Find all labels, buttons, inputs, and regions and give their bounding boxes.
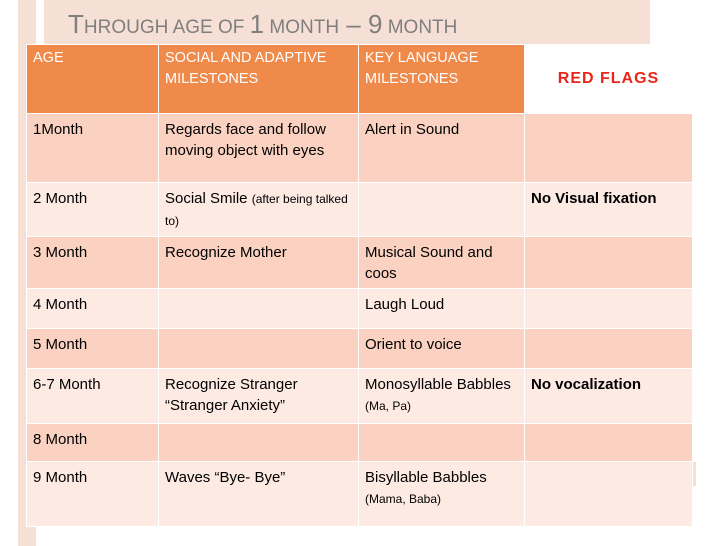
cell-social: Waves “Bye- Bye”: [159, 462, 359, 527]
cell-social: [159, 329, 359, 369]
cell-age: 2 Month: [27, 183, 159, 237]
cell-age: 6-7 Month: [27, 369, 159, 424]
cell-red-flag: [525, 329, 693, 369]
cell-social: [159, 424, 359, 462]
cell-language: Laugh Loud: [359, 289, 525, 329]
cell-language: Monosyllable Babbles (Ma, Pa): [359, 369, 525, 424]
cell-age: 5 Month: [27, 329, 159, 369]
table-row: [27, 329, 693, 369]
cell-red-flag: [525, 462, 693, 527]
header-age: AGE: [27, 45, 159, 114]
cell-language: Alert in Sound: [359, 114, 525, 183]
cell-language: Musical Sound and coos: [359, 237, 525, 289]
table-row: [27, 369, 693, 424]
cell-red-flag: [525, 424, 693, 462]
cell-age: 4 Month: [27, 289, 159, 329]
cell-age: 8 Month: [27, 424, 159, 462]
slide-title: THROUGH AGE OF 1 MONTH – 9 MONTH: [68, 9, 458, 39]
cell-language: Orient to voice: [359, 329, 525, 369]
cell-social: [159, 289, 359, 329]
cell-red-flag: No Visual fixation: [525, 183, 693, 237]
cell-language: Bisyllable Babbles (Mama, Baba): [359, 462, 525, 527]
table-row: [27, 424, 693, 462]
table-row: [27, 183, 693, 237]
milestones-table: [26, 44, 693, 527]
cell-red-flag: [525, 114, 693, 183]
table-row: [27, 237, 693, 289]
table-header-row: [27, 45, 693, 114]
cell-red-flag: No vocalization: [525, 369, 693, 424]
table-row: [27, 114, 693, 183]
table-row: [27, 289, 693, 329]
cell-language: [359, 183, 525, 237]
cell-age: 1Month: [27, 114, 159, 183]
header-key-language: KEY LANGUAGE MILESTONES: [359, 45, 525, 114]
cell-red-flag: [525, 289, 693, 329]
cell-social: Recognize Mother: [159, 237, 359, 289]
table-row: [27, 462, 693, 527]
header-red-flags: RED FLAGS: [525, 45, 693, 114]
cell-social: Regards face and follow moving object with eyes: [159, 114, 359, 183]
cell-social: Recognize Stranger “Stranger Anxiety”: [159, 369, 359, 424]
header-social-adaptive: SOCIAL AND ADAPTIVE MILESTONES: [159, 45, 359, 114]
cell-language: [359, 424, 525, 462]
cell-age: 9 Month: [27, 462, 159, 527]
cell-age: 3 Month: [27, 237, 159, 289]
cell-red-flag: [525, 237, 693, 289]
cell-social: Social Smile (after being talked to): [159, 183, 359, 237]
